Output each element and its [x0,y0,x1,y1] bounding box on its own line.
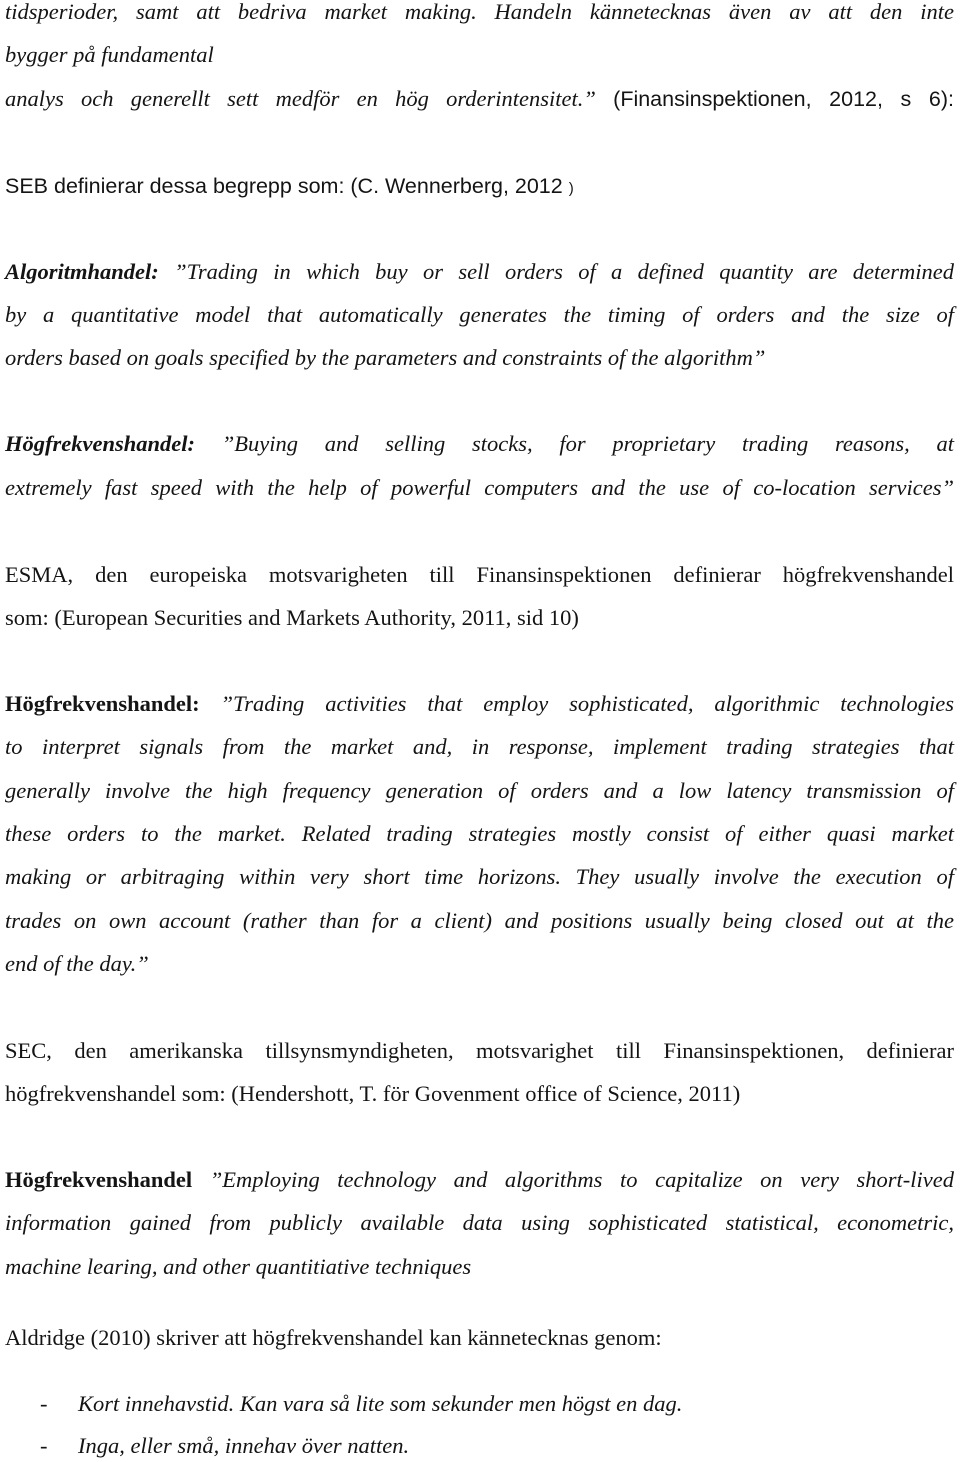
algo-line-3: orders based on goals specified by the parameters and constraints of the algorithm” [5,345,766,370]
aldridge-paragraph: Aldridge (2010) skriver att högfrekvenshandel kan kännetecknas genom: [5,1325,662,1350]
hft3-line-3: machine learing, and other quantitiative techniques [5,1254,472,1279]
hft2-line-7: end of the day.” [5,951,149,976]
hft2-line-6: trades on own account (rather than for a client) and positions usually being closed out at the [5,908,954,933]
intro-reference: (Finansinspektionen, 2012, s 6): [613,87,954,111]
sec-line-1: SEC, den amerikanska tillsynsmyndigheten, motsvarighet till Finansinspektionen, definierar [5,1038,954,1063]
list-dash-marker: - [40,1433,48,1458]
hft3-term: Högfrekvenshandel [5,1167,193,1192]
seb-text: SEB definierar dessa begrepp som: (C. Wennerberg, 2012 [5,174,563,198]
hft2-line-1 [5,689,954,719]
hft1-line-2: extremely fast speed with the help of powerful computers and the use of co-location services” [5,475,954,500]
sec-line-2: högfrekvenshandel som: (Hendershott, T. för Govenment office of Science, 2011) [5,1081,741,1106]
hft2-line-2: to interpret signals from the market and, in response, implement trading strategies that [5,734,954,759]
intro-line-3 [5,84,954,114]
list-dash-marker: - [40,1391,48,1416]
esma-line-1: ESMA, den europeiska motsvarigheten till Finansinspektionen definierar högfrekvenshandel [5,562,954,587]
hft1-term: Högfrekvenshandel: [5,431,195,456]
hft3-def-1: ”Employing technology and algorithms to capitalize on very short-lived [209,1167,955,1192]
hft1-def-1: ”Buying and selling stocks, for proprietary trading reasons, at [221,431,955,456]
intro-line-1: tidsperioder, samt att bedriva market making. Handeln kännetecknas även av att den inte [5,0,954,24]
intro-quote-end: analys och generellt sett medför en hög orderintensitet.” [5,86,596,111]
hft3-line-2: information gained from publicly available data using sophisticated statistical, econometric, [5,1210,954,1235]
algo-term: Algoritmhandel: [5,259,159,284]
algo-def-1: ”Trading in which buy or sell orders of a defined quantity are determined [174,259,954,284]
algo-line-2: by a quantitative model that automatically generates the timing of orders and the size of [5,302,954,327]
esma-line-2: som: (European Securities and Markets Authority, 2011, sid 10) [5,605,579,630]
algo-line-1 [5,257,954,287]
hft1-line-1 [5,429,954,459]
seb-close-paren: ) [568,180,574,197]
intro-line-2: bygger på fundamental [5,42,214,67]
hft2-line-3: generally involve the high frequency generation of orders and a low latency transmission of [5,778,954,803]
list-item-text: Kort innehavstid. Kan vara så lite som sekunder men högst en dag. [78,1391,683,1416]
list-item-text: Inga, eller små, innehav över natten. [78,1433,410,1458]
hft2-line-4: these orders to the market. Related trading strategies mostly consist of either quasi market [5,821,954,846]
hft2-def-1: ”Trading activities that employ sophisticated, algorithmic technologies [220,691,954,716]
hft3-line-1 [5,1165,954,1195]
hft2-line-5: making or arbitraging within very short time horizons. They usually involve the execution of [5,864,954,889]
hft2-term: Högfrekvenshandel: [5,691,200,716]
seb-paragraph [5,171,574,204]
